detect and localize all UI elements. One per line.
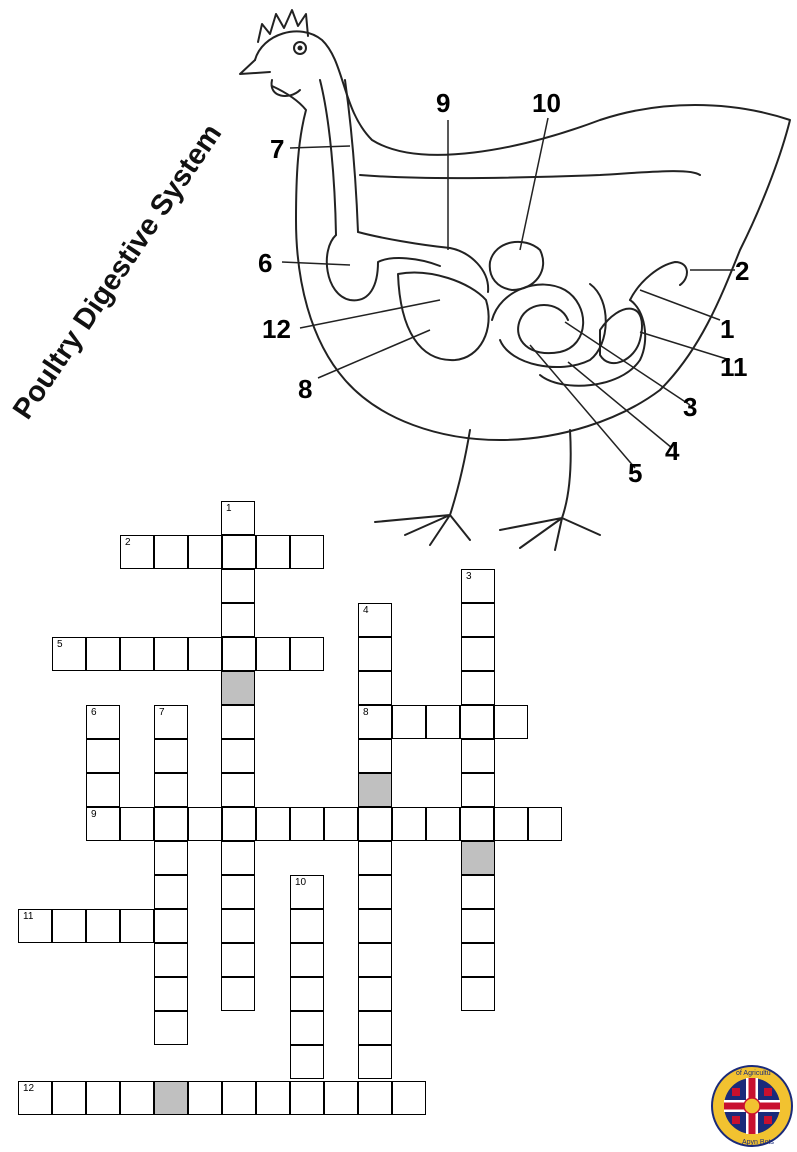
crossword-cell[interactable] (154, 807, 188, 841)
crossword-cell[interactable] (120, 1081, 154, 1115)
crossword-cell[interactable] (154, 637, 188, 671)
clue-number: 6 (91, 707, 97, 718)
crossword-cell[interactable] (154, 875, 188, 909)
crossword-cell[interactable] (154, 841, 188, 875)
crossword-cell[interactable] (221, 705, 255, 739)
crossword-cell[interactable] (358, 909, 392, 943)
crossword-cell[interactable] (154, 977, 188, 1011)
crossword-cell[interactable] (188, 1081, 222, 1115)
crossword-cell[interactable] (460, 807, 494, 841)
crossword-cell[interactable] (222, 637, 256, 671)
crossword-cell[interactable] (120, 637, 154, 671)
crossword-cell[interactable] (358, 637, 392, 671)
clue-number: 3 (466, 571, 472, 582)
crossword-cell-shaded (221, 671, 255, 705)
clue-number: 11 (23, 911, 34, 922)
crossword-cell-clue-11[interactable] (18, 909, 52, 943)
crossword-cell[interactable] (290, 637, 324, 671)
clue-number: 1 (226, 503, 232, 514)
crossword-cell-shaded (154, 1081, 188, 1115)
crossword-cell[interactable] (221, 943, 255, 977)
diagram-label-4: 4 (665, 436, 680, 466)
crossword-cell[interactable] (256, 1081, 290, 1115)
diagram-label-7: 7 (270, 134, 285, 164)
crossword-cell[interactable] (290, 943, 324, 977)
crossword-cell[interactable] (221, 875, 255, 909)
crossword-cell[interactable] (358, 943, 392, 977)
diagram-label-3: 3 (683, 392, 698, 422)
crossword-cell[interactable] (154, 943, 188, 977)
crossword-cell[interactable] (221, 739, 255, 773)
clue-number: 12 (23, 1083, 35, 1094)
crossword-cell[interactable] (86, 773, 120, 807)
crossword-cell[interactable] (494, 807, 528, 841)
crossword-cell[interactable] (358, 977, 392, 1011)
crossword-cell[interactable] (290, 1045, 324, 1079)
crossword-cell-clue-12[interactable] (18, 1081, 52, 1115)
crossword-cell[interactable] (392, 807, 426, 841)
crossword-cell[interactable] (290, 1081, 324, 1115)
crossword-cell[interactable] (290, 1011, 324, 1045)
clue-number: 8 (363, 707, 369, 718)
crossword-cell[interactable] (290, 535, 324, 569)
crossword-cell-clue-8[interactable] (358, 705, 392, 739)
crossword-cell-clue-10[interactable] (290, 875, 324, 909)
crossword-cell[interactable] (358, 875, 392, 909)
crossword-cell[interactable] (324, 807, 358, 841)
crossword-cell[interactable] (460, 705, 494, 739)
crossword-cell[interactable] (154, 909, 188, 943)
crossword-cell[interactable] (52, 909, 86, 943)
crossword-cell[interactable] (494, 705, 528, 739)
crossword-cell[interactable] (86, 637, 120, 671)
crossword-cell[interactable] (426, 807, 460, 841)
logo-ring-text-top: of Agricultu (736, 1070, 771, 1077)
crossword-cell[interactable] (86, 739, 120, 773)
diagram-label-2: 2 (735, 256, 750, 286)
crossword-cell[interactable] (461, 671, 495, 705)
crossword-cell[interactable] (222, 1081, 256, 1115)
crossword-cell[interactable] (461, 773, 495, 807)
diagram-label-5: 5 (628, 458, 643, 488)
crossword-cell[interactable] (221, 773, 255, 807)
crossword-cell-clue-6[interactable] (86, 705, 120, 739)
crossword-cell[interactable] (154, 739, 188, 773)
crossword-cell[interactable] (221, 569, 255, 603)
crossword-cell[interactable] (290, 807, 324, 841)
crossword-cell[interactable] (461, 739, 495, 773)
crossword-cell[interactable] (358, 671, 392, 705)
clue-number: 5 (57, 639, 63, 650)
crossword-cell[interactable] (358, 1011, 392, 1045)
logo-ring-text-bottom: Apyn Bots (742, 1139, 774, 1146)
crossword-cell[interactable] (256, 535, 290, 569)
crossword-cell[interactable] (188, 535, 222, 569)
crossword-cell-clue-1[interactable] (221, 501, 255, 535)
crossword-cell[interactable] (222, 535, 256, 569)
crossword-cell-clue-9[interactable] (86, 807, 120, 841)
crossword-cell[interactable] (461, 875, 495, 909)
crossword-cell[interactable] (221, 977, 255, 1011)
crossword-cell[interactable] (461, 977, 495, 1011)
clue-number: 10 (295, 877, 307, 888)
diagram-label-9: 9 (436, 88, 451, 118)
crossword-cell[interactable] (324, 1081, 358, 1115)
crossword-cell[interactable] (256, 637, 290, 671)
crossword-cell[interactable] (256, 807, 290, 841)
crossword-cell[interactable] (290, 909, 324, 943)
crossword-cell[interactable] (392, 1081, 426, 1115)
crossword-cell[interactable] (426, 705, 460, 739)
crossword-cell[interactable] (528, 807, 562, 841)
diagram-label-10: 10 (532, 88, 561, 118)
crossword-cell[interactable] (222, 807, 256, 841)
crossword-cell-clue-4[interactable] (358, 603, 392, 637)
crossword-cell-clue-2[interactable] (120, 535, 154, 569)
diagram-label-11: 11 (720, 352, 748, 382)
crossword-cell[interactable] (358, 807, 392, 841)
crossword-cell[interactable] (358, 1045, 392, 1079)
crossword-cell-shaded (461, 841, 495, 875)
crossword-cell[interactable] (188, 637, 222, 671)
diagram-label-12: 12 (262, 314, 291, 344)
agriculture-society-seal-icon (710, 1064, 794, 1148)
crossword-cell[interactable] (86, 1081, 120, 1115)
crossword-cell[interactable] (461, 943, 495, 977)
crossword-cell[interactable] (461, 909, 495, 943)
crossword-cell[interactable] (461, 637, 495, 671)
crossword-cell-shaded (358, 773, 392, 807)
crossword-cell-clue-5[interactable] (52, 637, 86, 671)
crossword-cell[interactable] (290, 977, 324, 1011)
crossword-cell[interactable] (461, 603, 495, 637)
crossword-cell[interactable] (154, 1011, 188, 1045)
crossword-cell[interactable] (358, 841, 392, 875)
diagram-label-6: 6 (258, 248, 273, 278)
crossword-cell[interactable] (392, 705, 426, 739)
crossword-cell[interactable] (120, 807, 154, 841)
crossword-cell[interactable] (221, 841, 255, 875)
clue-number: 7 (159, 707, 165, 718)
crossword-cell[interactable] (188, 807, 222, 841)
crossword-cell[interactable] (154, 773, 188, 807)
page-title: Poultry Digestive System (6, 118, 229, 425)
crossword-cell[interactable] (154, 535, 188, 569)
crossword-cell[interactable] (120, 909, 154, 943)
diagram-label-1: 1 (720, 314, 735, 344)
clue-number: 4 (363, 605, 369, 616)
clue-number: 9 (91, 809, 97, 820)
diagram-label-8: 8 (298, 374, 313, 404)
crossword-cell[interactable] (221, 603, 255, 637)
clue-number: 2 (125, 537, 131, 548)
crossword-cell[interactable] (86, 909, 120, 943)
crossword-cell[interactable] (221, 909, 255, 943)
crossword-cell-clue-7[interactable] (154, 705, 188, 739)
crossword-cell[interactable] (358, 739, 392, 773)
crossword-cell[interactable] (358, 1081, 392, 1115)
crossword-cell[interactable] (52, 1081, 86, 1115)
crossword-cell-clue-3[interactable] (461, 569, 495, 603)
